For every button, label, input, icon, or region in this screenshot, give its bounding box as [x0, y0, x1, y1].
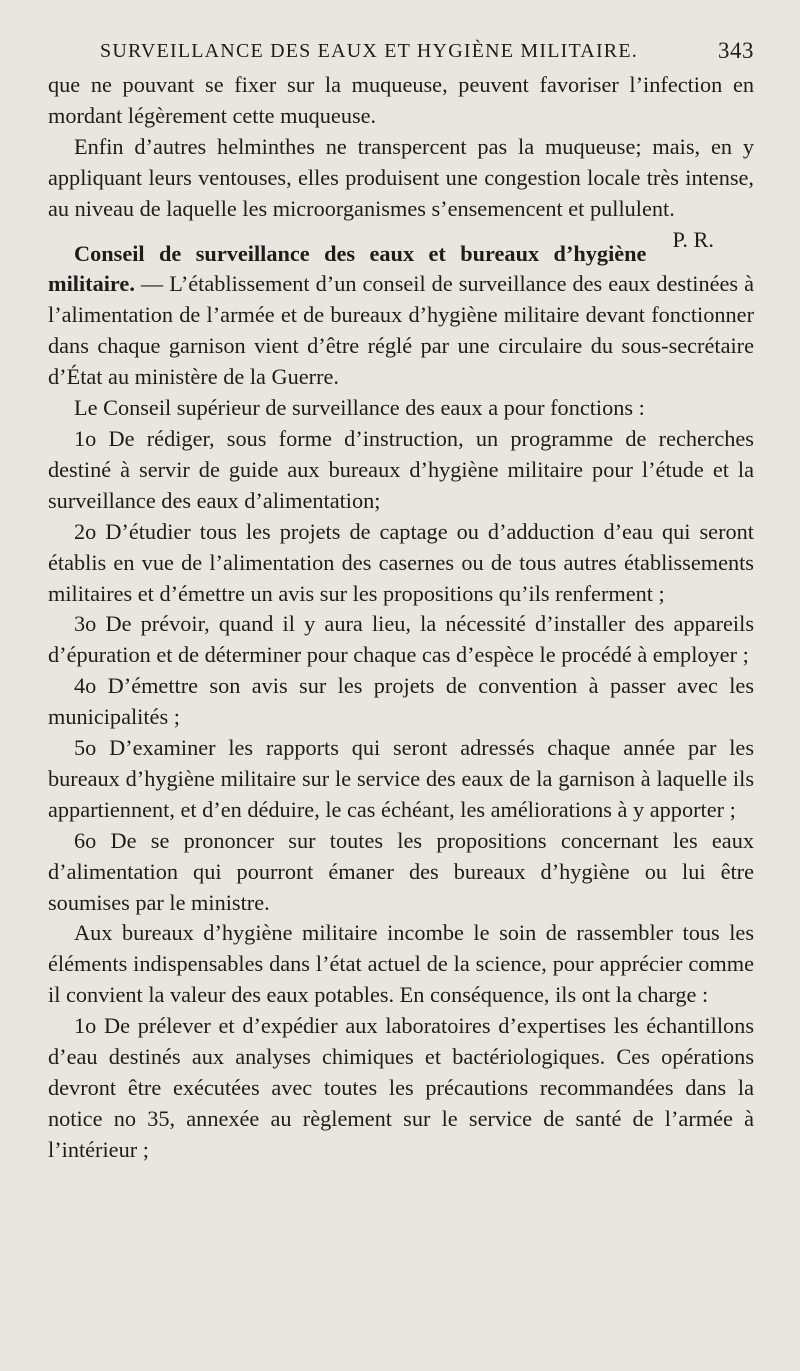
list-item: 3o De prévoir, quand il y aura lieu, la nécessité d’installer des appareils d’épuration et de déterminer pour chaque cas d’espèce le procédé à employer ; [48, 611, 754, 668]
paragraph-conseil-text: — L’établissement d’un conseil de surveillance des eaux destinées à l’alimentation de l’armée et de bureaux d’hygiène militaire devant fonctionner dans chaque garnison vient d’être réglé par une circulaire du sous-secrétaire d’État au ministère de la Guerre. [48, 271, 754, 390]
running-title: SURVEILLANCE DES EAUX ET HYGIÈNE MILITAIRE. [100, 40, 638, 62]
list-item: 1o De rédiger, sous forme d’instruction, un programme de recherches destiné à servir de guide aux bureaux d’hygiène militaire pour l’étude et la surveillance des eaux d’alimentation; [48, 425, 754, 513]
list-item: 1o De prélever et d’expédier aux laboratoires d’expertises les échantillons d’eau destinés aux analyses chimiques et bactériologiques. Ces opérations devront être exécutées avec toutes les précautions recommandées dans la notice no 35, annexée au règlement sur le service de santé de l’armée à l’intérieur ; [48, 1013, 754, 1162]
paragraph-continuation: que ne pouvant se fixer sur la muqueuse, peuvent favoriser l’infection en mordant légèrement cette muqueuse. [48, 72, 754, 128]
author-signature: P. R. [672, 226, 714, 252]
running-header [48, 36, 754, 70]
body-text [48, 70, 754, 1166]
section-title: Conseil de surveillance des eaux et bureaux d’hygiène militaire. [48, 240, 647, 297]
list-item: 2o D’étudier tous les projets de captage ou d’adduction d’eau qui seront établis en vue de l’alimentation des casernes ou de tous autres établissements militaires et d’émettre un avis sur les propositions qu’ils renferment ; [48, 518, 754, 606]
paragraph-conseil-intro [48, 239, 754, 394]
list-item: 4o D’émettre son avis sur les projets de convention à passer avec les municipalités ; [48, 673, 754, 730]
list-item: 5o D’examiner les rapports qui seront adressés chaque année par les bureaux d’hygiène militaire sur le service des eaux de la garnison à laquelle ils appartiennent, et d’en déduire, le cas échéant, les améliorations à y apporter ; [48, 735, 754, 822]
paragraph-fonctions: Le Conseil supérieur de surveillance des eaux a pour fonctions : [74, 395, 645, 421]
paragraph-helminthes-text: Enfin d’autres helminthes ne transpercent pas la muqueuse; mais, en y appliquant leurs ventouses, elles produisent une congestion locale très intense, au niveau de laquelle les microorganismes s’ensemencent et pullulent. [48, 133, 754, 221]
paragraph-helminthes [48, 132, 754, 252]
list-item: 6o De se prononcer sur toutes les propositions concernant les eaux d’alimentation qui pourront émaner des bureaux d’hygiène ou lui être soumises par le ministre. [48, 827, 754, 915]
paragraph-bureaux: Aux bureaux d’hygiène militaire incombe le soin de rassembler tous les éléments indispensables dans l’état actuel de la science, pour apprécier comme il convient la valeur des eaux potables. En conséquence, ils ont la charge : [48, 920, 754, 1008]
page-number: 343 [718, 38, 754, 63]
